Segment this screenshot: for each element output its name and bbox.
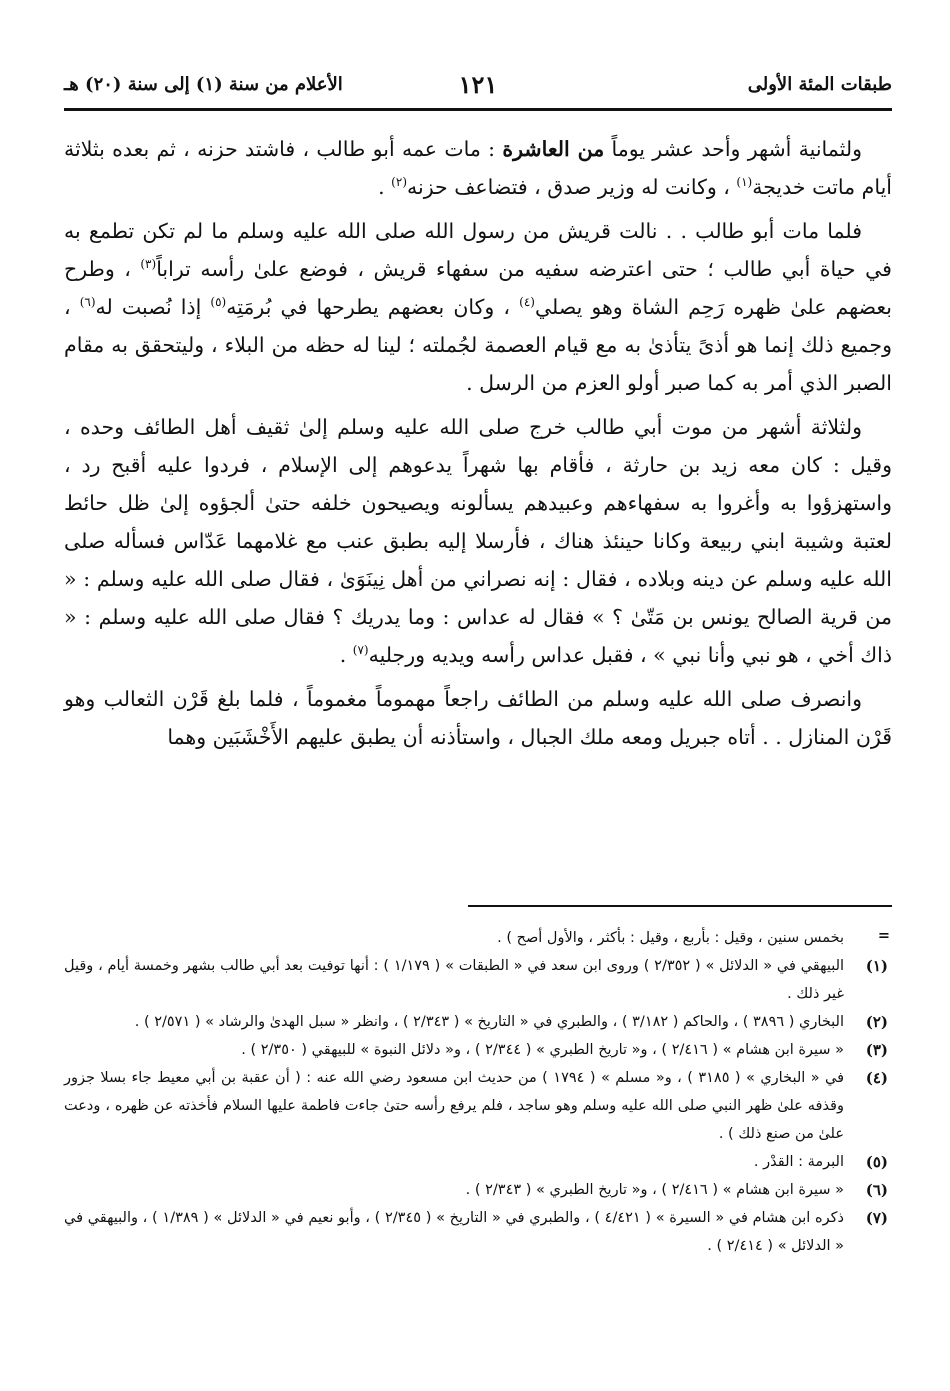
footnote: (٦) « سيرة ابن هشام » ( ٢/٤١٦ ) ، و« تاريخ الطبري » ( ٢/٣٤٣ ) .	[64, 1176, 892, 1204]
footnote-ref[interactable]: (٤)	[519, 295, 535, 310]
emphasis: من العاشرة	[502, 137, 605, 161]
running-header	[64, 68, 892, 111]
footnote: (٤) في « البخاري » ( ٣١٨٥ ) ، و« مسلم » ( ١٧٩٤ ) من حديث ابن مسعود رضي الله عنه : ( أن عقبة بن أبي معيط جاء بسلا جزور وقذفه علىٰ ظهر النبي صلى الله عليه وسلم وهو ساجد ، فلم يرفع رأسه حتىٰ جاءت فاطمة عليها السلام فأخذته عن ظهره ، ودعت علىٰ من صنع ذلك ) .	[64, 1064, 892, 1148]
footnote: (١) البيهقي في « الدلائل » ( ٢/٣٥٢ ) وروى ابن سعد في « الطبقات » ( ١/١٧٩ ) : أنها توفيت بعد أبي طالب بشهر وخمسة أيام ، وقيل غير ذلك .	[64, 952, 892, 1008]
footnote: (٧) ذكره ابن هشام في « السيرة » ( ٤/٤٢١ ) ، والطبري في « التاريخ » ( ٢/٣٤٥ ) ، وأبو نعيم في « الدلائل » ( ١/٣٨٩ ) ، والبيهقي في « الدلائل » ( ٢/٤١٤ ) .	[64, 1204, 892, 1260]
footnote-continuation: = بخمس سنين ، وقيل : بأربع ، وقيل : بأكثر ، والأول أصح ) .	[64, 924, 892, 952]
paragraph: وانصرف صلى الله عليه وسلم من الطائف راجعاً مهموماً مغموماً ، فلما بلغ قَرْن الثعالب وهو قَرْن المنازل . . أتاه جبريل ومعه ملك الجبال ، واستأذنه أن يطبق عليهم الأَخْشَبَين وهما	[64, 687, 892, 749]
footnote-ref[interactable]: (٦)	[79, 295, 96, 310]
footnote-ref[interactable]: (١)	[736, 175, 753, 190]
footnote: (٢) البخاري ( ٣٨٩٦ ) ، والحاكم ( ٣/١٨٢ ) ، والطبري في « التاريخ » ( ٢/٣٤٣ ) ، وانظر « سبل الهدىٰ والرشاد » ( ٢/٥٧١ ) .	[64, 1008, 892, 1036]
footnote-ref[interactable]: (٢)	[391, 175, 407, 190]
footnote-ref[interactable]: (٣)	[140, 257, 157, 272]
footnote: (٥) البرمة : القدْر .	[64, 1148, 892, 1176]
footnote-number: (٣)	[865, 1041, 888, 1059]
header-book-title: طبقات المئة الأولى	[747, 74, 892, 95]
paragraph: ولثلاثة أشهر من موت أبي طالب خرج صلى الله عليه وسلم إلىٰ ثقيف أهل الطائف وحده ، وقيل : كان معه زيد بن حارثة ، فأقام بها شهراً يدعوهم إلى الإسلام ، فردوا عليه أقبح رد ، واستهزؤوا به وأغروا به سفهاءهم وعبيدهم يسألونه ويصيحون خلفه حتىٰ ألجؤوه إلىٰ ظل حائط لعتبة وشيبة ابني ربيعة وكانا حينئذ هناك ، فأرسلا إليه بطبق عنب مع غلامهما عَدّاس فسأله صلى الله عليه وسلم عن دينه وبلاده ، فقال : إنه نصراني من أهل نِينَوَىٰ ، فقال صلى الله عليه وسلم : « من قرية الصالح يونس بن مَتّىٰ ؟ » فقال له عداس : وما يدريك ؟ فقال صلى الله عليه وسلم : « ذاك أخي ، هو نبي وأنا نبي » ، فقبل عداس رأسه ويديه ورجليه$^{(٧)}$ .	[64, 415, 892, 667]
header-chapter-title: الأعلام من سنة (١) إلى سنة (٢٠) هـ	[64, 74, 343, 95]
footnotes	[64, 924, 892, 1260]
footnote-number: (٦)	[865, 1181, 888, 1199]
footnote-divider	[468, 905, 892, 907]
page-number: ١٢١	[458, 70, 498, 99]
paragraph: فلما مات أبو طالب . . نالت قريش من رسول الله صلى الله عليه وسلم ما لم تكن تطمع به في حياة أبي طالب ؛ حتى اعترضه سفيه من سفهاء قريش ، فوضع علىٰ رأسه تراباً$^{(٣)}$ ، وطرح بعضهم علىٰ ظهره رَحِم الشاة وهو يصلي$^{(٤)}$ ، وكان بعضهم يطرحها في بُرمَتِه$^{(٥)}$ إذا نُصبت له$^{(٦)}$ ، وجميع ذلك إنما هو أذىً يتأذىٰ به مع قيام العصمة لجُملته ؛ لينا له حظه من البلاء ، وليتحقق به مقام الصبر الذي أمر به كما صبر أولو العزم من الرسل .	[64, 219, 893, 395]
footnote-ref[interactable]: (٧)	[352, 643, 369, 658]
footnote-ref[interactable]: (٥)	[210, 295, 227, 310]
footnote-number: (٥)	[865, 1153, 888, 1171]
main-text	[64, 130, 892, 762]
footnote-number: (١)	[865, 957, 888, 975]
footnote-number: (٧)	[865, 1209, 888, 1227]
footnote: (٣) « سيرة ابن هشام » ( ٢/٤١٦ ) ، و« تاريخ الطبري » ( ٢/٣٤٤ ) ، و« دلائل النبوة » للبيهقي ( ٢/٣٥٠ ) .	[64, 1036, 892, 1064]
footnote-number: (٤)	[865, 1069, 888, 1087]
paragraph: ولثمانية أشهر وأحد عشر يوماً من العاشرة : مات عمه أبو طالب ، فاشتد حزنه ، ثم بعده بثلاثة أيام ماتت خديجة$^{(١)}$ ، وكانت له وزير صدق ، فتضاعف حزنه$^{(٢)}$ .	[64, 137, 892, 199]
footnote-number: (٢)	[865, 1013, 888, 1031]
continuation-mark: =	[877, 928, 890, 944]
